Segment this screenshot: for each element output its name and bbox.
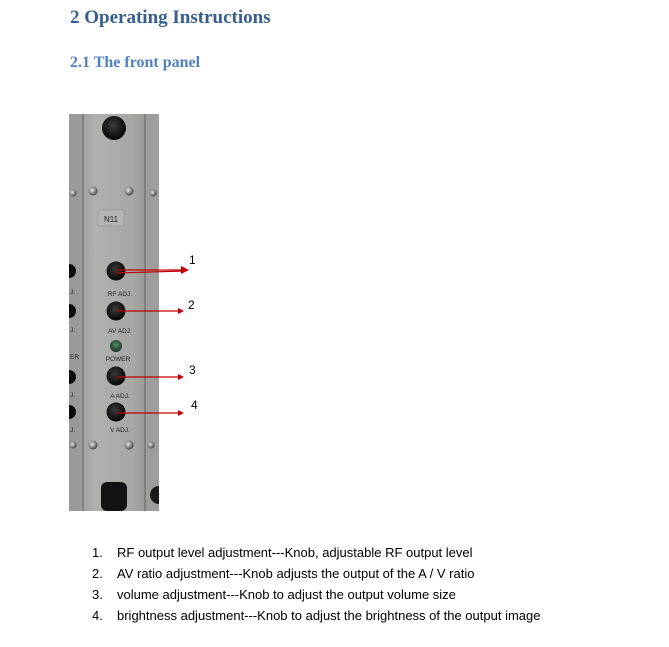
power-label: POWER (105, 356, 131, 363)
screw-icon (70, 190, 77, 197)
callout-number-1: 1 (189, 253, 196, 267)
right-rack-strip (145, 114, 159, 511)
left-edge-label: J. (70, 427, 76, 434)
av-adj-label: AV ADJ. (108, 328, 132, 335)
av-adj-knob[interactable] (107, 302, 126, 321)
callout-number-2: 2 (188, 298, 195, 312)
list-item-number: 1. (92, 545, 103, 560)
screw-icon (148, 442, 155, 449)
v-adj-label: V ADJ. (110, 427, 130, 434)
bottom-connector (101, 482, 127, 511)
callout-number-3: 3 (189, 363, 196, 377)
left-edge-label: ER (70, 354, 80, 361)
screw-icon (125, 187, 134, 196)
rf-adj-label: RF ADJ. (107, 291, 133, 298)
a-adj-knob[interactable] (107, 367, 126, 386)
a-adj-label: A ADJ. (110, 393, 130, 400)
callout-arrowhead-1 (181, 266, 189, 274)
rf-adj-knob[interactable] (107, 262, 126, 281)
left-edge-label: J. (70, 392, 76, 399)
list-item-text: brightness adjustment---Knob to adjust the brightness of the output image (117, 608, 541, 623)
callout-arrowhead-2 (178, 308, 184, 314)
left-edge-label: J. (70, 289, 76, 296)
list-item (92, 605, 540, 626)
callout-arrowhead-3 (178, 374, 184, 380)
list-item-number: 4. (92, 608, 103, 623)
list-item-text: RF output level adjustment---Knob, adjustable RF output level (117, 545, 473, 560)
v-adj-knob[interactable] (107, 403, 126, 422)
list-item-text: volume adjustment---Knob to adjust the output volume size (117, 587, 456, 602)
callout-arrowhead-4 (178, 410, 184, 416)
list-item (92, 563, 540, 584)
subsection-heading: 2.1 The front panel (70, 54, 201, 71)
screw-icon (150, 190, 157, 197)
callout-number-4: 4 (191, 398, 198, 412)
front-panel-photo (69, 114, 159, 511)
screw-icon (89, 441, 98, 450)
left-edge-label: J. (70, 327, 76, 334)
list-item-text: AV ratio adjustment---Knob adjusts the output of the A / V ratio (117, 566, 475, 581)
screw-icon (89, 187, 98, 196)
section-heading: 2 Operating Instructions (70, 7, 271, 28)
module-label: N11 (103, 215, 119, 224)
list-item-number: 2. (92, 566, 103, 581)
list-item (92, 542, 540, 563)
top-connector-knob (102, 116, 126, 140)
screw-icon (70, 442, 77, 449)
list-item-number: 3. (92, 587, 103, 602)
screw-icon (125, 441, 134, 450)
list-item (92, 584, 540, 605)
power-led (110, 340, 122, 352)
instruction-list (92, 542, 540, 626)
